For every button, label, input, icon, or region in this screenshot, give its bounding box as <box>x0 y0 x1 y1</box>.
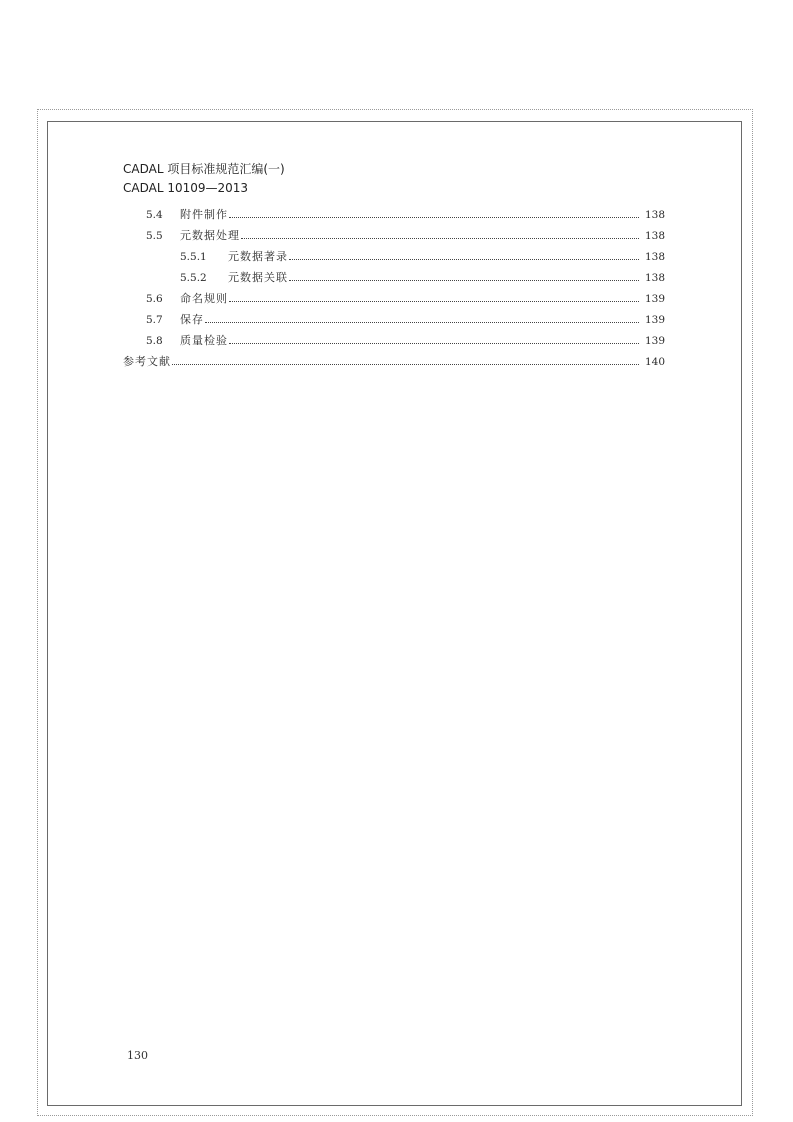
toc-entry-5-5[interactable] <box>146 227 665 244</box>
toc-dot-leader <box>205 321 639 323</box>
toc-entry-number: 5.7 <box>146 314 163 326</box>
toc-dot-leader <box>229 300 639 302</box>
toc-entry-5-4[interactable] <box>146 206 665 223</box>
toc-entry-number: 5.4 <box>146 209 163 221</box>
toc-entry-label: 命名规则 <box>180 292 228 305</box>
toc-dot-leader <box>229 342 639 344</box>
toc-entry-label: 元数据处理 <box>180 229 240 242</box>
toc-entry-number: 5.8 <box>146 335 163 347</box>
toc-dot-leader <box>241 237 639 239</box>
toc-entry-5-5-2[interactable] <box>180 269 665 286</box>
toc-entry-page: 138 <box>644 230 665 242</box>
toc-dot-leader <box>289 258 639 260</box>
toc-dot-leader <box>172 363 639 365</box>
toc-entry-number: 5.5 <box>146 230 163 242</box>
toc-dot-leader <box>289 279 639 281</box>
toc-entry-page: 139 <box>644 314 665 326</box>
toc-entry-number: 5.5.2 <box>180 272 207 284</box>
toc-entry-5-6[interactable] <box>146 290 665 307</box>
toc-entry-label: 附件制作 <box>180 208 228 221</box>
toc-entry-number: 5.6 <box>146 293 163 305</box>
document-series-title: CADAL 项目标准规范汇编(一) <box>123 162 285 176</box>
toc-entry-references[interactable] <box>123 353 665 370</box>
toc-entry-label: 保存 <box>180 313 204 326</box>
toc-entry-label: 元数据著录 <box>228 250 288 263</box>
toc-entry-label: 质量检验 <box>180 334 228 347</box>
page-number: 130 <box>127 1049 148 1062</box>
toc-entry-5-5-1[interactable] <box>180 248 665 265</box>
document-standard-code: CADAL 10109—2013 <box>123 181 249 195</box>
toc-entry-5-8[interactable] <box>146 332 665 349</box>
toc-entry-page: 138 <box>644 272 665 284</box>
toc-entry-page: 139 <box>644 335 665 347</box>
toc-entry-page: 140 <box>644 356 665 368</box>
toc-entry-number: 5.5.1 <box>180 251 207 263</box>
toc-entry-5-7[interactable] <box>146 311 665 328</box>
toc-entry-label: 参考文献 <box>123 355 171 368</box>
toc-entry-page: 138 <box>644 251 665 263</box>
toc-entry-label: 元数据关联 <box>228 271 288 284</box>
toc-entry-page: 138 <box>644 209 665 221</box>
toc-entry-page: 139 <box>644 293 665 305</box>
toc-dot-leader <box>229 216 639 218</box>
